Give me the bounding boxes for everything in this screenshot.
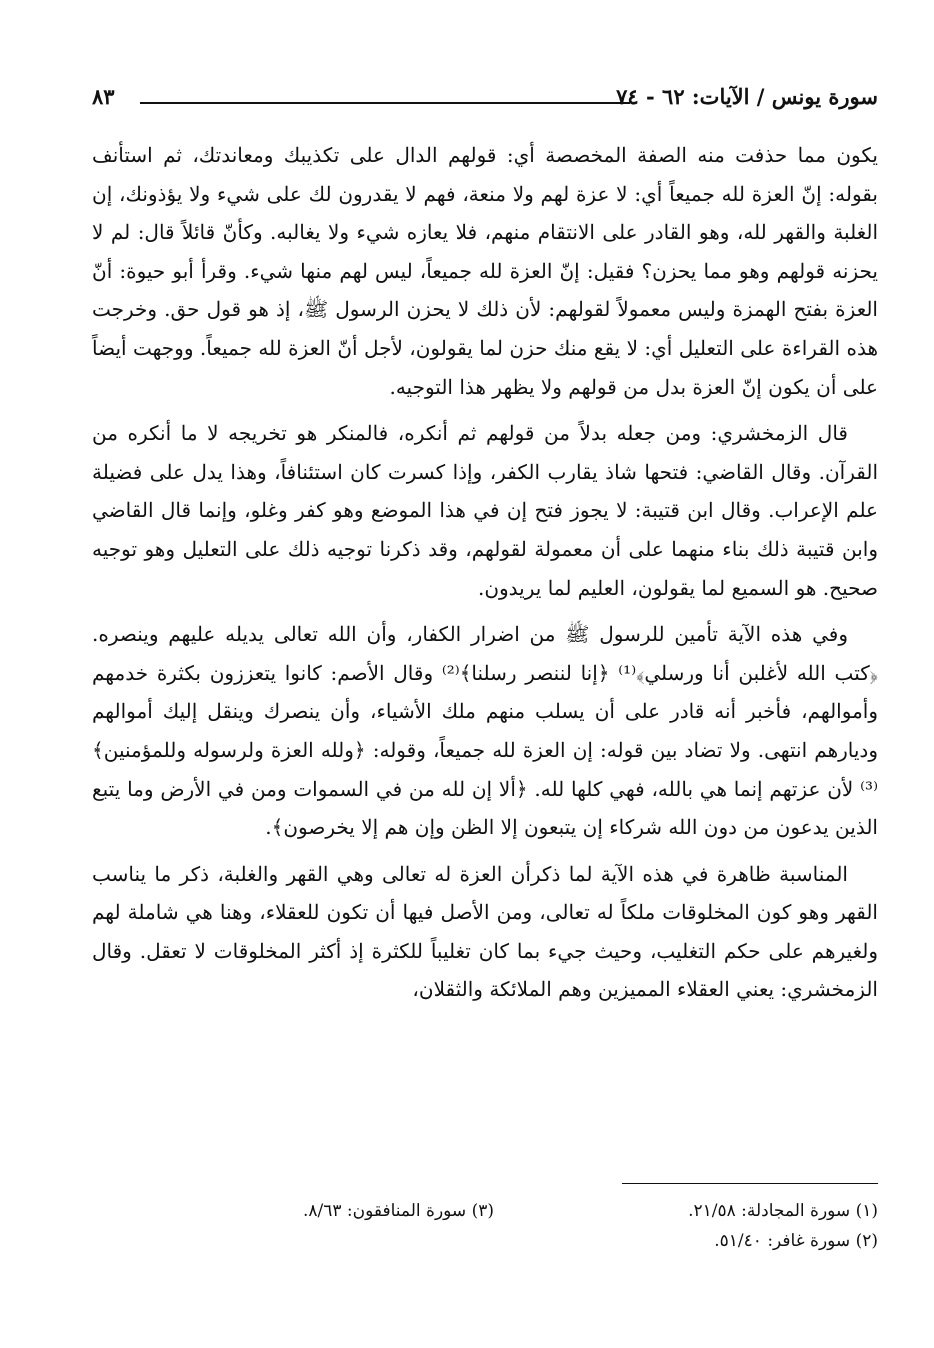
running-header [92,82,878,116]
footnote-2: (٢) سورة غافر: ٥١/٤٠. [714,1231,878,1251]
paragraph-3: وفي هذه الآية تأمين للرسول ﷺ من اضرار الكفار، وأن الله تعالى يديله عليهم وينصره. ﴿كتب الله لأغلبن أنا ورسلي﴾⁽¹⁾ ﴿إنا لننصر رسلنا﴾⁽²⁾ وقال الأصم: كانوا يتعززون بكثرة خدمهم وأموالهم، فأخبر أنه قادر على أن يسلب منهم ملك الأشياء، وأن ينصرك وينقل إليك أموالهم وديارهم انتهى. ولا تضاد بين قوله: إن العزة لله جميعاً، وقوله: ﴿ولله العزة ولرسوله وللمؤمنين﴾⁽³⁾ لأن عزتهم إنما هي بالله، فهي كلها لله. ﴿ألا إن لله من في السموات ومن في الأرض وما يتبع الذين يدعون من دون الله شركاء إن يتبعون إلا الظن وإن هم إلا يخرصون﴾. [92,622,878,840]
footnote-3: (٣) سورة المنافقون: ٨/٦٣. [302,1201,494,1221]
page-number: ٨٣ [92,84,115,109]
paragraph-1: يكون مما حذفت منه الصفة المخصصة أي: قولهم الدال على تكذيبك ومعاندتك، ثم استأنف بقوله: إنّ العزة لله جميعاً أي: لا عزة لهم ولا منعة، فهم لا يقدرون لك على شيء ولا يؤذونك، إن الغلبة والقهر لله، وهو القادر على الانتقام منهم، فلا يعازه شيء ولا يغالبه. وكأنّ قائلاً قال: لم لا يحزنه قولهم وهو مما يحزن؟ فقيل: إنّ العزة لله جميعاً، ليس لهم منها شيء. وقرأ أبو حيوة: أنّ العزة بفتح الهمزة وليس معمولاً لقولهم: لأن ذلك لا يحزن الرسول ﷺ، إذ هو قول حق. وخرجت هذه القراءة على التعليل أي: لا يقع منك حزن لما يقولون، لأجل أنّ العزة لله جميعاً. ووجهت أيضاً على أن يكون إنّ العزة بدل من قولهم ولا يظهر هذا التوجيه. [92,143,878,399]
footnote-separator [622,1183,878,1184]
body-text [92,136,878,1009]
header-rule [140,102,630,104]
header-title: سورة يونس / الآيات: ٦٢ - ٧٤ [616,84,878,109]
paragraph-2: قال الزمخشري: ومن جعله بدلاً من قولهم ثم أنكره، فالمنكر هو تخريجه لا ما أنكره من القرآن. وقال القاضي: فتحها شاذ يقارب الكفر، وإذا كسرت كان استئنافاً، وهذا يدل على فضيلة علم الإعراب. وقال ابن قتيبة: لا يجوز فتح إن في هذا الموضع وهو كفر وغلو، وإنما قال القاضي وابن قتيبة ذلك بناء منهما على أن معمولة لقولهم، وقد ذكرنا توجيه ذلك على التعليل وهو توجيه صحيح. هو السميع لما يقولون، العليم لما يريدون. [92,421,878,600]
paragraph-4: المناسبة ظاهرة في هذه الآية لما ذكرأن العزة له تعالى وهي القهر والغلبة، ذكر ما يناسب القهر وهو كون المخلوقات ملكاً له تعالى، ومن الأصل فيها أن تكون للعقلاء، وهنا هي شاملة لهم ولغيرهم على حكم التغليب، وحيث جيء بما كان تغليباً للكثرة إذ أكثر المخلوقات لا تعقل. وقال الزمخشري: يعني العقلاء المميزين وهم الملائكة والثقلان، [92,861,878,1002]
footnote-1: (١) سورة المجادلة: ٢١/٥٨. [688,1201,878,1221]
